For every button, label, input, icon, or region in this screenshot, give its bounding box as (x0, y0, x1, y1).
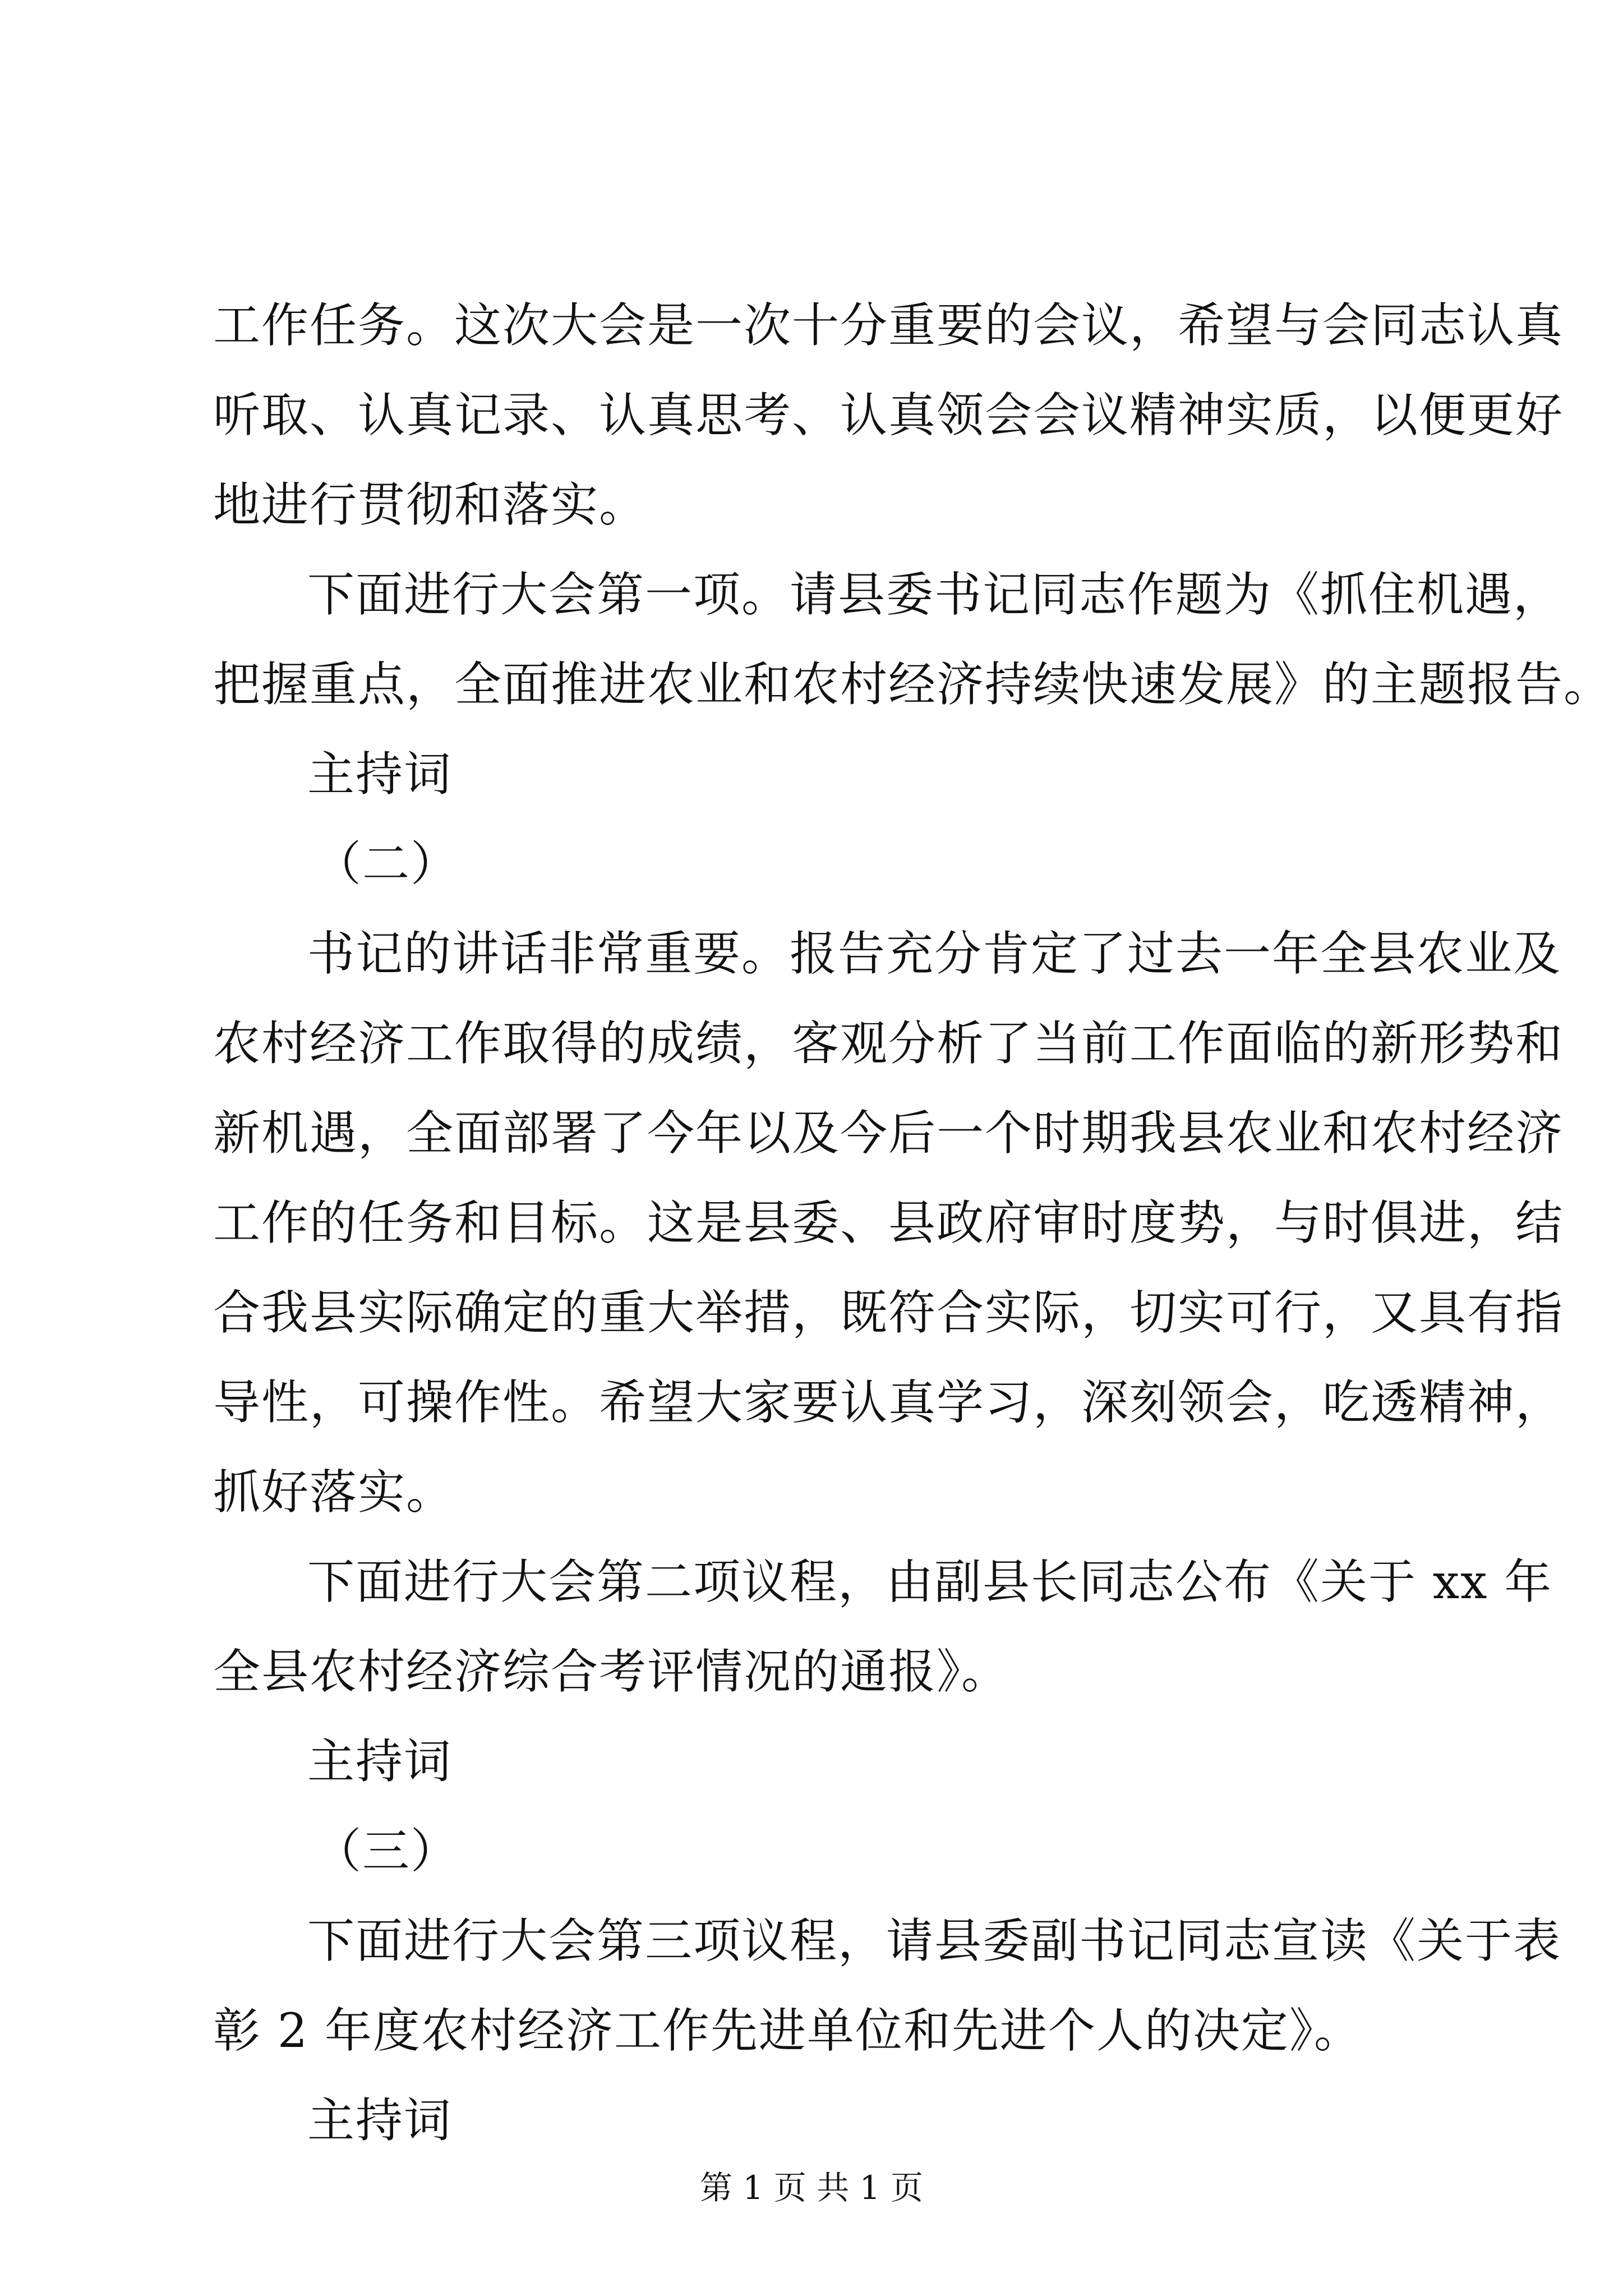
text-line: 工作任务。这次大会是一次十分重要的会议，希望与会同志认真 (213, 298, 1564, 353)
section-label: 主持词 (307, 2093, 453, 2148)
text-line: 合我县实际确定的重大举措，既符合实际，切实可行，又具有指 (213, 1285, 1564, 1340)
text-line: 工作的任务和目标。这是县委、县政府审时度势，与时俱进，结 (213, 1195, 1564, 1250)
text-line: 农村经济工作取得的成绩，客观分析了当前工作面临的新形势和 (213, 1016, 1564, 1071)
text-line: 地进行贯彻和落实。 (213, 477, 648, 532)
section-number: （三） (314, 1824, 459, 1879)
text-line: 新机遇，全面部署了今年以及今后一个时期我县农业和农村经济 (213, 1106, 1564, 1161)
text-line: 听取、认真记录、认真思考、认真领会会议精神实质，以便更好 (213, 388, 1564, 443)
page-footer: 第 1 页 共 1 页 (700, 2169, 923, 2207)
text-line: 下面进行大会第三项议程，请县委副书记同志宣读《关于表 (307, 1913, 1562, 1968)
text-line: 把握重点，全面推进农业和农村经济持续快速发展》的主题报告。 (213, 657, 1612, 712)
section-label: 主持词 (307, 1734, 453, 1789)
text-line: 彰 2 年度农村经济工作先进单位和先进个人的决定》。 (213, 2003, 1362, 2058)
section-number: （二） (314, 836, 459, 891)
text-line: 导性，可操作性。希望大家要认真学习，深刻领会，吃透精神， (213, 1375, 1564, 1430)
text-line: 下面进行大会第二项议程，由副县长同志公布《关于 xx 年 (307, 1554, 1553, 1609)
text-line: 下面进行大会第一项。请县委书记同志作题为《抓住机遇， (307, 567, 1562, 622)
text-line: 抓好落实。 (213, 1465, 455, 1520)
section-label: 主持词 (307, 747, 453, 802)
text-line: 书记的讲话非常重要。报告充分肯定了过去一年全县农业及 (307, 926, 1562, 981)
text-line: 全县农村经济综合考评情况的通报》。 (213, 1644, 1010, 1699)
